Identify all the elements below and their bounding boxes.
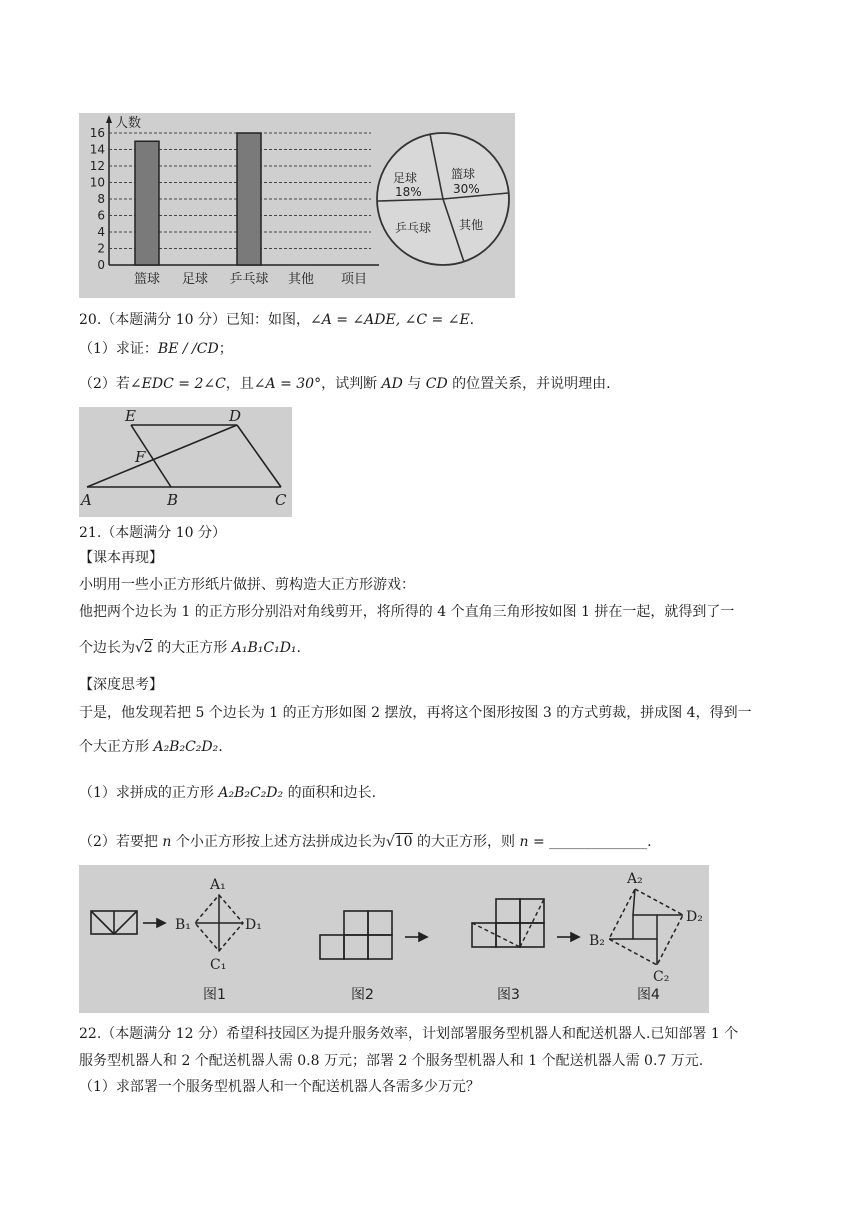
x-category-label: 篮球 [133,272,161,287]
label-A: A [81,491,92,509]
y-tick-label: 10 [89,175,105,190]
tiles-svg [79,865,709,1013]
q20-condition: ∠A = ∠ADE, ∠C = ∠E [309,312,470,328]
fig1-original-squares [91,911,137,934]
q20-part2-cd: CD [425,376,448,392]
fig1-label-b1: B₁ [175,917,191,933]
q21-part2-n: n [162,834,172,850]
q21-section-deep: 【深度思考】 [79,677,163,693]
x-category-label: 足球 [181,272,209,287]
pie-label-pingpong: 乒乓球 [395,221,432,235]
q20-heading-line [79,310,474,330]
y-tick-label: 4 [97,225,105,239]
q21-part2-sqrt: 10 [394,834,413,850]
statistics-chart-svg [79,113,515,298]
y-tick-label: 16 [89,126,105,140]
q20-period: . [469,312,475,328]
y-tick-label: 6 [97,208,105,223]
q20-part2-math2: ∠A = 30° [253,376,322,392]
geometry-figure [79,407,292,517]
q20-part2-ad: AD [381,376,403,392]
q21-line3-prefix: 个边长为 [79,640,135,656]
q21-part1-square: A₂B₂C₂D₂ [218,785,284,801]
fig1-caption: 图1 [203,987,226,1003]
q20-part1-math: BE / /CD [157,341,219,357]
y-tick-labels [90,126,105,272]
q21-part2-prefix: （2）若要把 [79,834,163,850]
label-F: F [135,448,146,466]
x-axis-title: 项目 [341,272,368,287]
statistics-figure [79,113,515,298]
fig3-cut-squares [472,899,544,947]
pie-label-basketball: 篮球 [451,167,476,181]
q20-heading: 20.（本题满分 10 分）已知：如图， [79,312,310,328]
q20-part2-math1: ∠EDC = 2∠C [129,376,226,392]
y-axis-title: 人数 [115,116,142,131]
fig4-caption: 图4 [637,987,660,1003]
q21-part1-suffix: 的面积和边长. [283,785,377,801]
q21-line5-prefix: 个大正方形 [79,739,154,755]
fig3-caption: 图3 [497,987,520,1003]
q20-part1-prefix: （1）求证： [79,341,158,357]
fig4-big-square [609,889,683,965]
q21-line1: 小明用一些小正方形纸片做拼、剪构造大正方形游戏： [79,577,415,593]
sqrt-symbol: √ [385,834,395,850]
q21-part1 [79,783,376,803]
q22-line2: 服务型机器人和 2 个配送机器人需 0.8 万元；部署 2 个服务型机器人和 1 个配送机器人需 0.7 万元. [79,1053,704,1069]
q21-line3-end: . [296,640,301,656]
x-category-label: 乒乓球 [229,272,269,287]
q21-line4: 于是，他发现若把 5 个边长为 1 的正方形如图 2 摆放，再将这个图形按图 3 的方式剪裁，拼成图 4，得到一 [79,705,752,721]
y-tick-label: 0 [97,258,105,272]
arrow-icon [143,919,165,927]
q21-line2: 他把两个边长为 1 的正方形分别沿对角线剪开，将所得的 4 个直角三角形按如图 1 拼在一起，就得到了一 [79,604,735,620]
y-tick-label: 2 [97,241,105,256]
y-tick-label: 8 [97,192,105,206]
q21-part2-eq: = ______________. [528,834,652,850]
tiles-figure [79,865,709,1013]
q22-part1: （1）求部署一个服务型机器人和一个配送机器人各需多少万元？ [79,1079,480,1095]
label-C: C [275,491,287,509]
y-tick-label: 14 [89,142,105,157]
fig1-label-c1: C₁ [210,957,227,973]
y-tick-label: 12 [89,159,105,173]
pie-pct-football: 18% [395,185,422,199]
fig1-big-square [195,895,243,951]
x-category-labels [134,271,314,287]
q21-line5-square: A₂B₂C₂D₂ [153,739,219,755]
q20-part2-mid3: 与 [402,376,426,392]
q21-line3-square: A₁B₁C₁D₁ [231,640,297,656]
pie-label-football: 足球 [393,171,418,185]
fig2-five-squares [320,911,392,959]
q21-heading: 21.（本题满分 10 分） [79,525,226,541]
q21-line5 [79,737,223,757]
arrow-icon [557,933,579,941]
pie-chart [377,133,509,265]
fig4-label-c2: C₂ [653,969,670,985]
q20-part2-line [79,374,611,394]
bar [135,141,159,265]
sqrt-symbol: √ [135,640,144,656]
pie-label-other: 其他 [459,218,484,232]
bar [237,133,261,265]
q21-part2-n2: n [519,834,529,850]
x-category-label: 其他 [287,272,315,287]
q21-part2 [79,832,652,852]
q21-line3 [79,638,301,658]
q20-part2-prefix: （2）若 [79,376,130,392]
q21-part2-mid2: 的大正方形，则 [412,834,520,850]
q20-part2-mid2: ，试判断 [321,376,382,392]
fig4-label-b2: B₂ [589,933,605,949]
label-B: B [167,491,179,509]
q21-section-textbook: 【课本再现】 [79,550,163,566]
arrow-icon [405,933,427,941]
fig4-label-a2: A₂ [627,871,643,887]
q21-line5-end: . [218,739,223,755]
q22-line1: 22.（本题满分 12 分）希望科技园区为提升服务效率，计划部署服务型机器人和配送机器人.已知部署 1 个 [79,1026,739,1042]
q20-part1-suffix: ； [218,341,233,357]
geometry-svg [79,407,292,517]
fig2-caption: 图2 [351,987,374,1003]
q21-line3-sqrt: 2 [143,640,153,656]
q20-part2-mid: ，且 [225,376,254,392]
fig1-label-d1: D₁ [245,917,262,933]
q21-part1-prefix: （1）求拼成的正方形 [79,785,219,801]
chart-bars [135,133,261,265]
q21-line3-mid: 的大正方形 [152,640,232,656]
fig4-label-d2: D₂ [686,909,703,925]
label-E: E [125,407,136,425]
q21-part2-mid: 个小正方形按上述方法拼成边长为 [171,834,386,850]
label-D: D [229,407,242,425]
q20-part1-line [79,339,233,359]
fig1-label-a1: A₁ [210,877,226,893]
pie-pct-basketball: 30% [453,182,480,196]
q20-part2-suffix: 的位置关系，并说明理由. [447,376,611,392]
